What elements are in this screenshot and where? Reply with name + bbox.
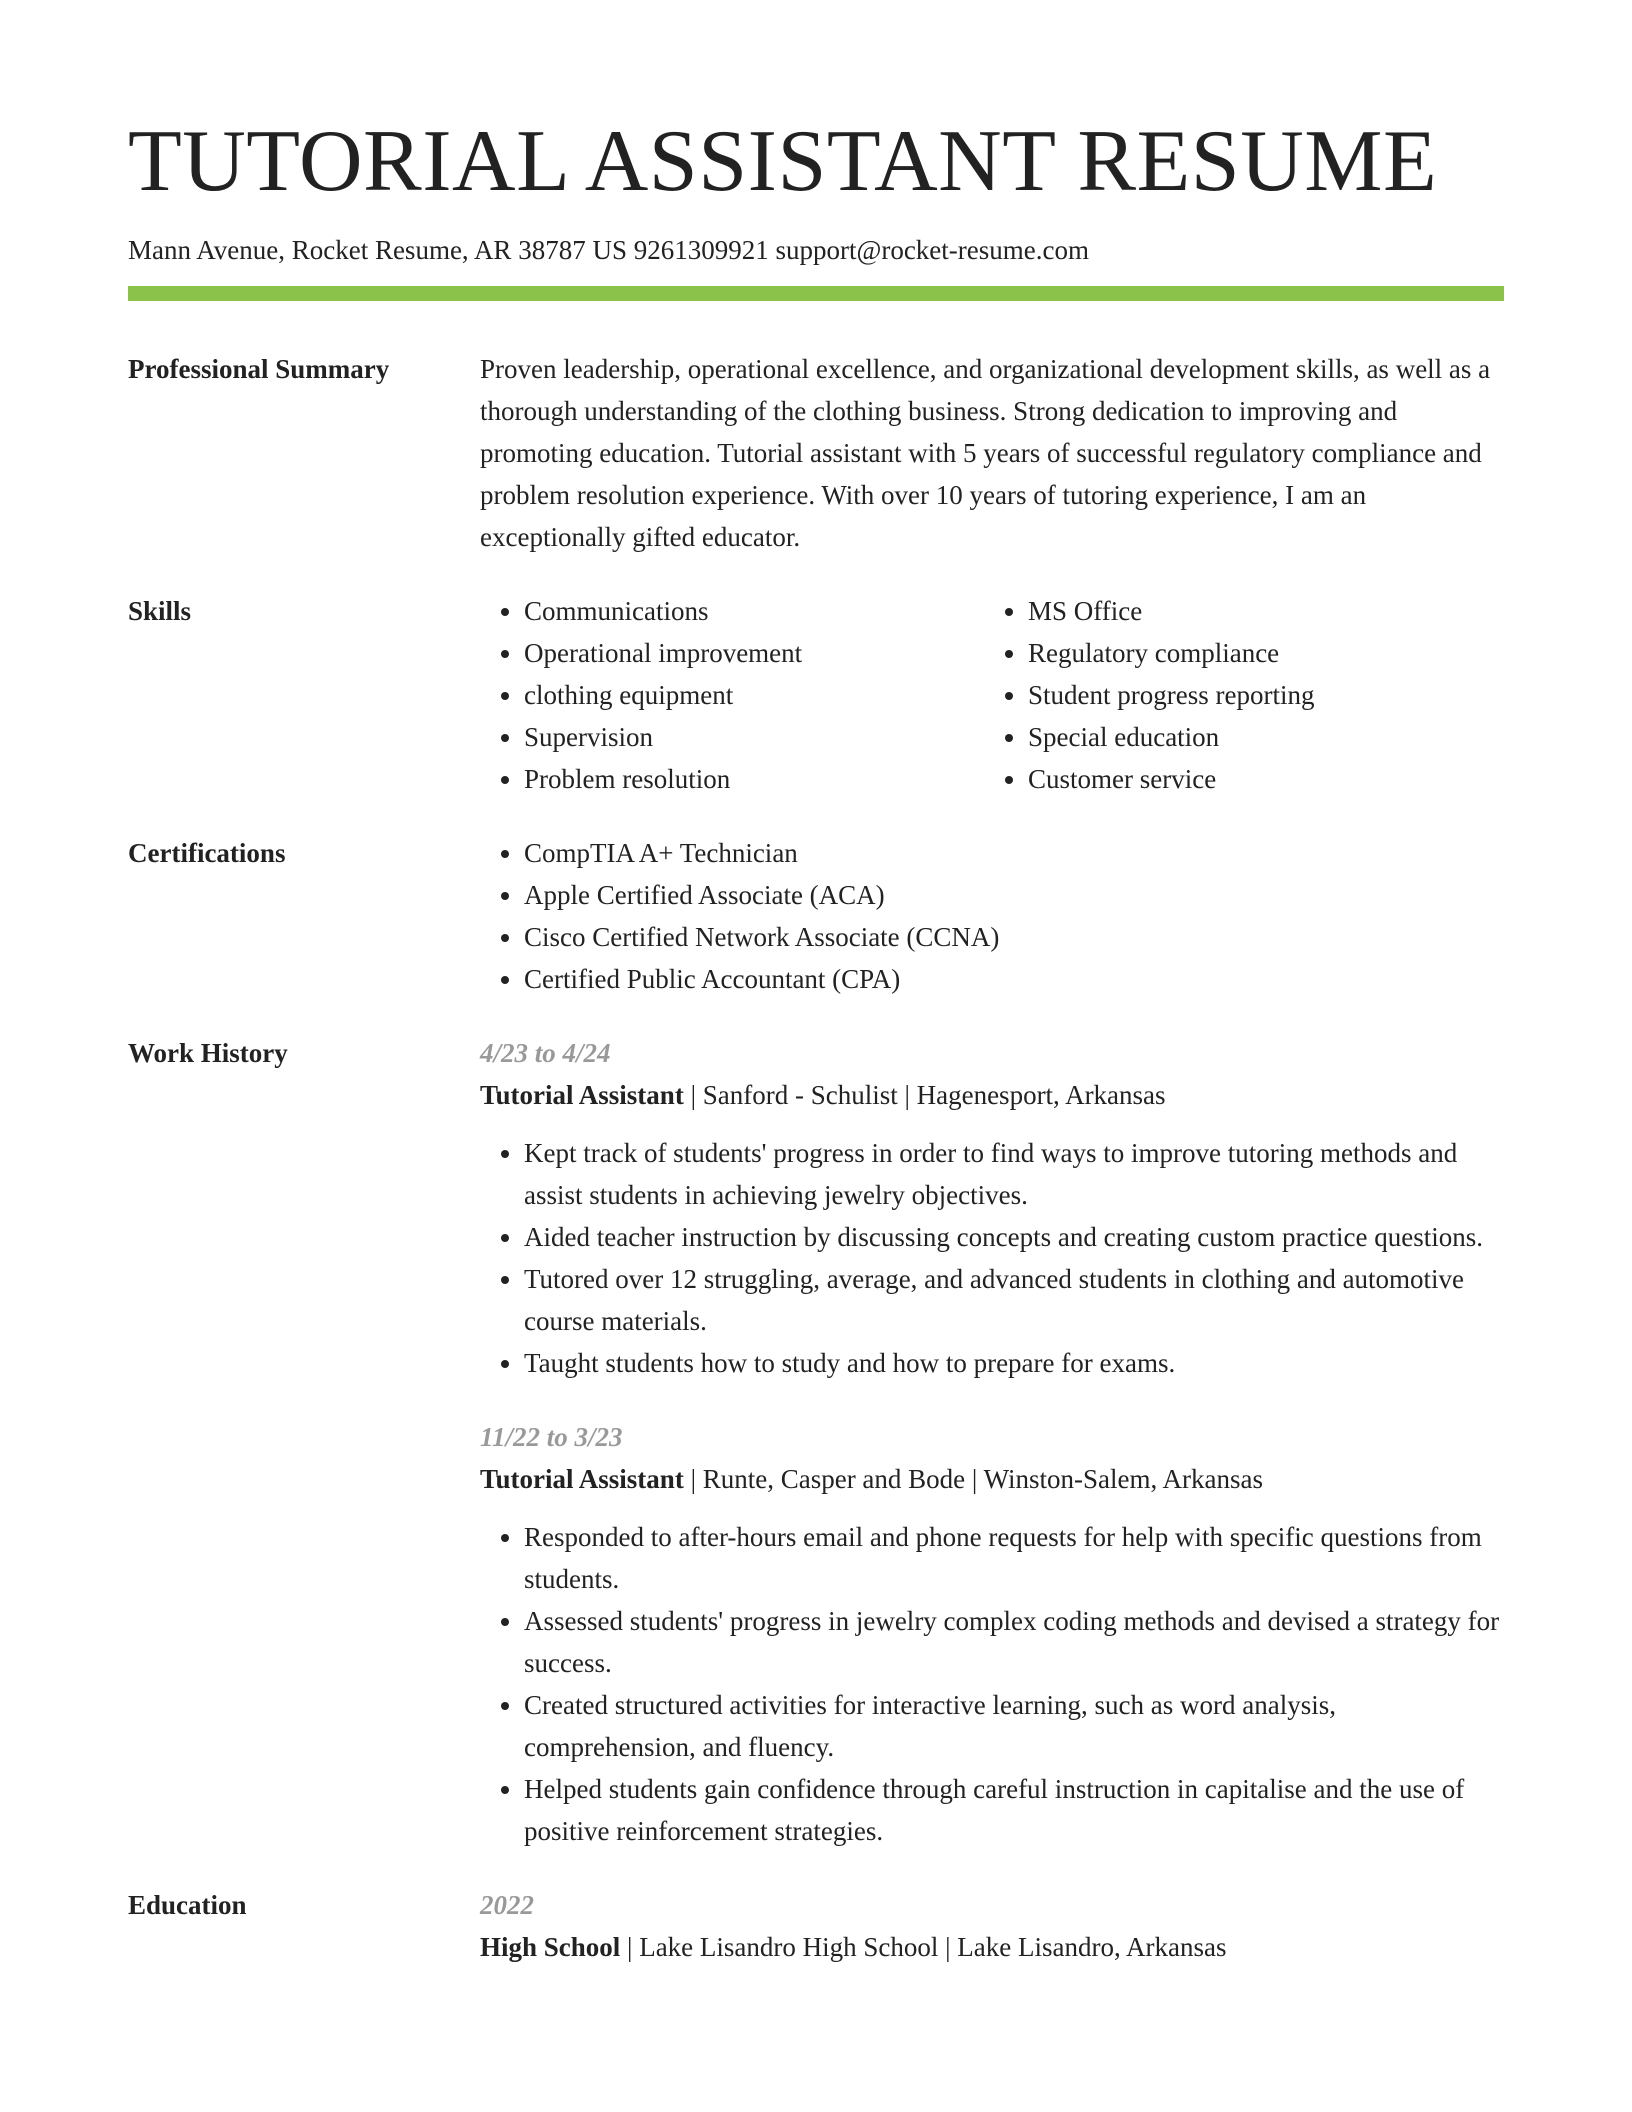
education-heading [480,1926,1504,1968]
education-section [128,1884,1504,1984]
certifications-list [480,832,1504,1000]
job-duty: • Taught students how to study and how to prepare for exams. [524,1342,1504,1384]
resume-header [128,113,1504,266]
contact-info: Mann Avenue, Rocket Resume, AR 38787 US 9261309921 support@rocket-resume.com [128,235,1089,265]
resume-title: TUTORIAL ASSISTANT RESUME [128,113,1438,210]
job-date: 4/23 to 4/24 [480,1038,611,1068]
accent-divider [128,286,1504,301]
job-duty: • Tutored over 12 struggling, average, and advanced students in clothing and automotive course materials. [524,1258,1504,1342]
skills-list-2 [984,590,1488,800]
certifications-label: Certifications [128,838,286,868]
skill-item: • Operational improvement [524,632,984,674]
certifications-content [480,832,1504,1000]
certifications-section [128,832,1504,1000]
job-employer-location: | Sanford - Schulist | Hagenesport, Arkansas [683,1080,1166,1110]
job-duty: • Aided teacher instruction by discussing concepts and creating custom practice questions. [524,1216,1504,1258]
skill-item: • Supervision [524,716,984,758]
certification-item: • Certified Public Accountant (CPA) [524,958,1504,1000]
work-history-label: Work History [128,1038,288,1068]
job-duty: • Created structured activities for interactive learning, such as word analysis, comprehension, and fluency. [524,1684,1504,1768]
resume-sections [128,348,1504,2016]
education-degree: High School [480,1932,621,1962]
skills-list-1 [480,590,984,800]
work-history-content [480,1032,1504,1852]
skill-item: • MS Office [1028,590,1488,632]
skill-item: • Customer service [1028,758,1488,800]
job-title: Tutorial Assistant [480,1464,684,1494]
education-label: Education [128,1890,247,1920]
job-duty: • Responded to after-hours email and phone requests for help with specific questions from students. [524,1516,1504,1600]
skill-item: • Communications [524,590,984,632]
job-heading [480,1074,1504,1116]
skill-item: • Student progress reporting [1028,674,1488,716]
skill-item: • clothing equipment [524,674,984,716]
skill-item: • Problem resolution [524,758,984,800]
education-school-location: | Lake Lisandro High School | Lake Lisandro, Arkansas [620,1932,1227,1962]
job-duty: • Assessed students' progress in jewelry complex coding methods and devised a strategy for success. [524,1600,1504,1684]
job-duty: • Helped students gain confidence through careful instruction in capitalise and the use of positive reinforcement strategies. [524,1768,1504,1852]
summary-content [480,348,1504,558]
job-duties-list [480,1132,1504,1384]
certification-item: • Apple Certified Associate (ACA) [524,874,1504,916]
summary-label: Professional Summary [128,354,390,384]
skills-content [480,590,1504,800]
certification-item: • CompTIA A+ Technician [524,832,1504,874]
job-entry [480,1416,1504,1852]
education-content [480,1884,1504,1984]
work-history-section [128,1032,1504,1852]
skills-label: Skills [128,596,192,626]
job-duty: • Kept track of students' progress in order to find ways to improve tutoring methods and assist students in achieving jewelry objectives. [524,1132,1504,1216]
skills-column-1 [480,590,984,800]
job-date: 11/22 to 3/23 [480,1422,623,1452]
job-duties-list [480,1516,1504,1852]
certification-item: • Cisco Certified Network Associate (CCNA) [524,916,1504,958]
summary-text: Proven leadership, operational excellence, and organizational development skills, as well as a thorough understanding of the clothing business. Strong dedication to improving and promoting education. Tutorial assistant with 5 years of successful regulatory compliance and problem resolution experience. With over 10 years of tutoring experience, I am an exceptionally gifted educator. [480,354,1491,552]
skill-item: • Regulatory compliance [1028,632,1488,674]
job-employer-location: | Runte, Casper and Bode | Winston-Salem, Arkansas [683,1464,1263,1494]
job-title: Tutorial Assistant [480,1080,684,1110]
skills-section [128,590,1504,800]
skill-item: • Special education [1028,716,1488,758]
job-heading [480,1458,1504,1500]
education-date: 2022 [480,1890,534,1920]
skills-column-2 [984,590,1488,800]
job-entry [480,1032,1504,1384]
summary-section [128,348,1504,558]
